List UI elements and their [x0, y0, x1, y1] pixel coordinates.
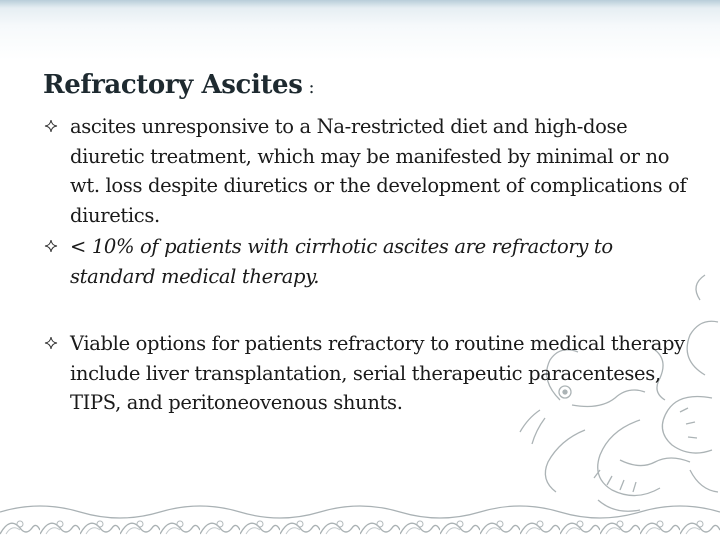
bullet-text: < 10% of patients with cirrhotic ascites are refractory to standard medical therapy.	[70, 235, 613, 288]
slide-title-colon: :	[308, 77, 315, 98]
four-point-star-outline-icon	[44, 336, 58, 350]
top-band	[0, 0, 720, 8]
bullet-text: ascites unresponsive to a Na-restricted diet and high-dose diuretic treatment, which may be manifested by minimal or no wt. loss despite diuretics or the development of complications of diuretics.	[70, 115, 687, 227]
four-point-star-outline-icon	[44, 119, 58, 133]
bullet-text: Viable options for patients refractory to routine medical therapy include liver transplantation, serial therapeutic paracenteses, TIPS, and peritoneovenous shunts.	[70, 332, 685, 414]
slide-title-text: Refractory Ascites	[43, 70, 303, 100]
slide-title	[43, 70, 314, 100]
wave-border	[0, 508, 720, 540]
four-point-star-outline-icon	[44, 239, 58, 253]
